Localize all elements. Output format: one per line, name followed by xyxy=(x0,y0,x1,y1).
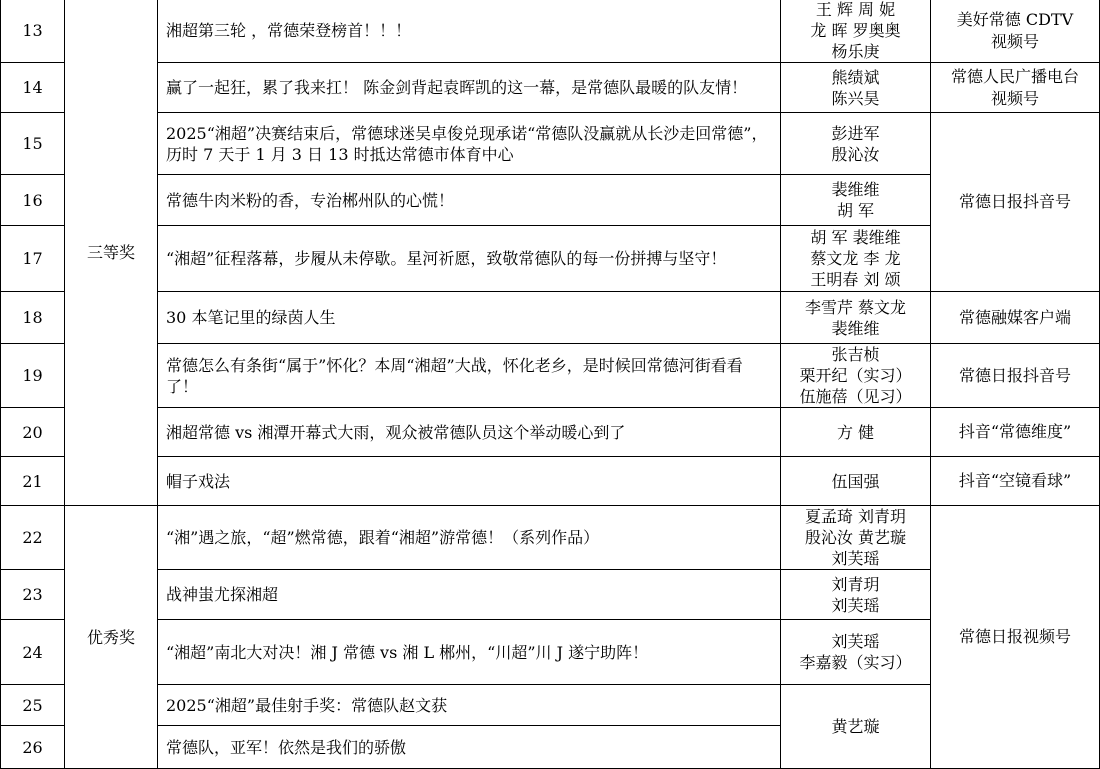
work-title: “湘超”征程落幕，步履从未停歇。星河祈愿，致敬常德队的每一份拼搏与坚守！ xyxy=(158,226,781,292)
author-cell: 黄艺璇 xyxy=(781,685,931,769)
media-cell: 常德日报视频号 xyxy=(931,506,1100,769)
row-number: 19 xyxy=(1,344,65,408)
table-row xyxy=(1,344,1100,408)
author-cell: 方 健 xyxy=(781,408,931,457)
work-title: “湘”遇之旅，“超”燃常德，跟着“湘超”游常德！（系列作品） xyxy=(158,506,781,570)
row-number: 18 xyxy=(1,292,65,344)
author-cell: 裴维维 胡 军 xyxy=(781,175,931,226)
work-title: 湘超常德 vs 湘潭开幕式大雨，观众被常德队员这个举动暖心到了 xyxy=(158,408,781,457)
table-row xyxy=(1,457,1100,506)
table-row xyxy=(1,113,1100,175)
table-row xyxy=(1,408,1100,457)
row-number: 14 xyxy=(1,63,65,113)
media-cell: 常德日报抖音号 xyxy=(931,113,1100,292)
table-row xyxy=(1,63,1100,113)
author-cell: 伍国强 xyxy=(781,457,931,506)
work-title: 2025“湘超”最佳射手奖：常德队赵文获 xyxy=(158,685,781,726)
author-cell: 张吉桢 栗开纪（实习） 伍施蓓（见习） xyxy=(781,344,931,408)
author-cell: 彭进军 殷沁汝 xyxy=(781,113,931,175)
row-number: 17 xyxy=(1,226,65,292)
work-title: 30 本笔记里的绿茵人生 xyxy=(158,292,781,344)
author-cell: 胡 军 裴维维 蔡文龙 李 龙 王明春 刘 颂 xyxy=(781,226,931,292)
table-row xyxy=(1,292,1100,344)
table-row xyxy=(1,0,1100,63)
table-row xyxy=(1,506,1100,570)
row-number: 22 xyxy=(1,506,65,570)
work-title: 赢了一起狂，累了我来扛！ 陈金剑背起袁晖凯的这一幕，是常德队最暖的队友情！ xyxy=(158,63,781,113)
media-cell: 常德人民广播电台 视频号 xyxy=(931,63,1100,113)
row-number: 20 xyxy=(1,408,65,457)
row-number: 23 xyxy=(1,570,65,620)
author-cell: 刘芙瑶 李嘉毅（实习） xyxy=(781,620,931,685)
row-number: 13 xyxy=(1,0,65,63)
award-level-excellent: 优秀奖 xyxy=(65,506,158,769)
author-cell: 刘青玥 刘芙瑶 xyxy=(781,570,931,620)
work-title: 战神蚩尤探湘超 xyxy=(158,570,781,620)
media-cell: 抖音“空镜看球” xyxy=(931,457,1100,506)
media-cell: 常德融媒客户端 xyxy=(931,292,1100,344)
row-number: 25 xyxy=(1,685,65,726)
row-number: 26 xyxy=(1,726,65,769)
author-cell: 李雪芹 蔡文龙 裴维维 xyxy=(781,292,931,344)
work-title: 湘超第三轮 ，常德荣登榜首！！！ xyxy=(158,0,781,63)
row-number: 21 xyxy=(1,457,65,506)
author-cell: 夏孟琦 刘青玥 殷沁汝 黄艺璇 刘芙瑶 xyxy=(781,506,931,570)
media-cell: 常德日报抖音号 xyxy=(931,344,1100,408)
work-title: 2025“湘超”决赛结束后，常德球迷吴卓俊兑现承诺“常德队没赢就从长沙走回常德”，历时 7 天于 1 月 3 日 13 时抵达常德市体育中心 xyxy=(158,113,781,175)
work-title: 常德队，亚军！依然是我们的骄傲 xyxy=(158,726,781,769)
work-title: 常德牛肉米粉的香，专治郴州队的心慌！ xyxy=(158,175,781,226)
row-number: 24 xyxy=(1,620,65,685)
work-title: “湘超”南北大对决！湘 J 常德 vs 湘 L 郴州，“川超”川 J 遂宁助阵！ xyxy=(158,620,781,685)
work-title: 常德怎么有条街“属于”怀化？本周“湘超”大战，怀化老乡，是时候回常德河街看看了！ xyxy=(158,344,781,408)
row-number: 16 xyxy=(1,175,65,226)
author-cell: 熊绩斌 陈兴昊 xyxy=(781,63,931,113)
author-cell: 王 辉 周 妮 龙 晖 罗奥奥 杨乐庚 xyxy=(781,0,931,63)
media-cell: 抖音“常德维度” xyxy=(931,408,1100,457)
media-cell: 美好常德 CDTV 视频号 xyxy=(931,0,1100,63)
row-number: 15 xyxy=(1,113,65,175)
award-level-third: 三等奖 xyxy=(65,0,158,506)
work-title: 帽子戏法 xyxy=(158,457,781,506)
